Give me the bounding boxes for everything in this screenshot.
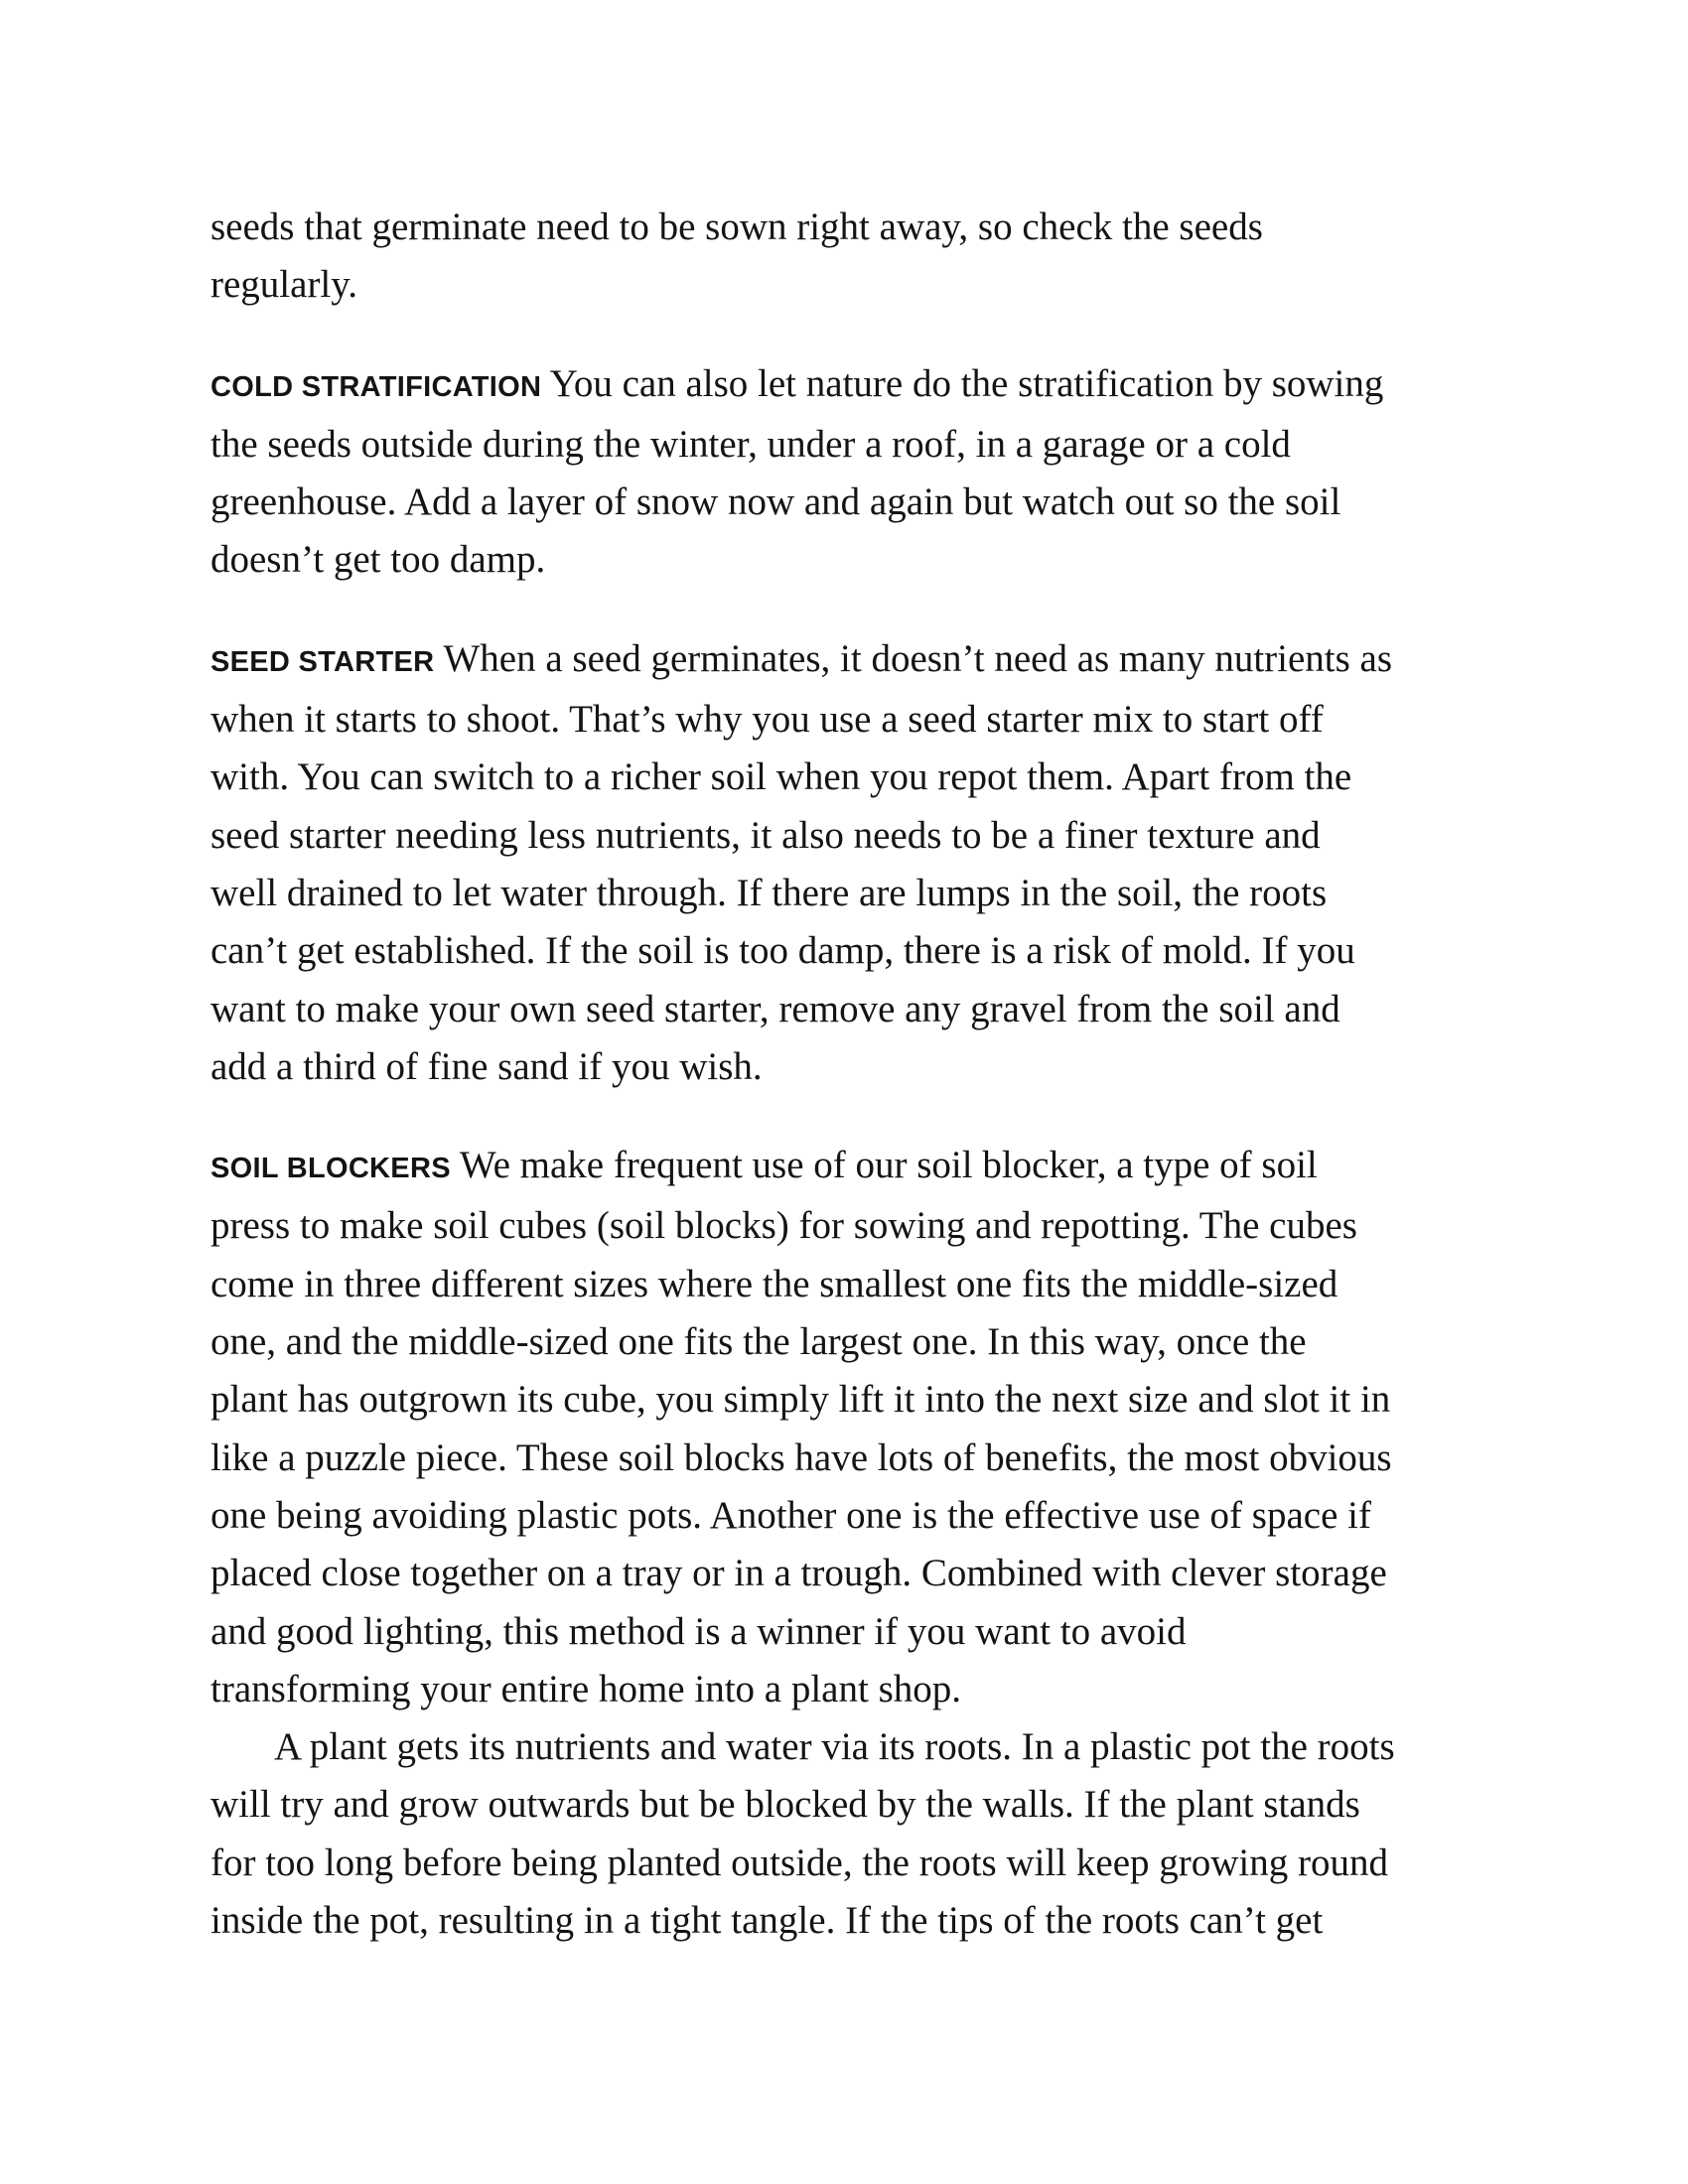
text-line: when it starts to shoot. That’s why you use a seed starter mix to start off bbox=[211, 698, 1324, 742]
text-line: will try and grow outwards but be blocked by the walls. If the plant stands bbox=[211, 1783, 1360, 1827]
text-line: one, and the middle-sized one fits the largest one. In this way, once the bbox=[211, 1320, 1307, 1364]
paragraph-soil-blockers bbox=[211, 1137, 1501, 1718]
paragraph-roots bbox=[211, 1718, 1501, 1950]
text-line-content: When a seed germinates, it doesn’t need as many nutrients as bbox=[443, 636, 1393, 680]
text-line: transforming your entire home into a plant shop. bbox=[211, 1667, 962, 1710]
run-in-heading: SOIL BLOCKERS bbox=[211, 1153, 451, 1185]
text-line: press to make soil cubes (soil blocks) for sowing and repotting. The cubes bbox=[211, 1204, 1357, 1248]
text-line: want to make your own seed starter, remove any gravel from the soil and bbox=[211, 987, 1340, 1030]
page-body bbox=[211, 199, 1501, 1950]
text-line-content: You can also let nature do the stratification by sowing bbox=[549, 361, 1384, 405]
text-line: plant has outgrown its cube, you simply lift it into the next size and slot it in bbox=[211, 1378, 1391, 1422]
text-line: inside the pot, resulting in a tight tangle. If the tips of the roots can’t get bbox=[211, 1899, 1324, 1943]
paragraph-continuation bbox=[211, 199, 1501, 315]
text-line bbox=[211, 1137, 1501, 1197]
text-line: placed close together on a tray or in a trough. Combined with clever storage bbox=[211, 1552, 1387, 1595]
text-line: one being avoiding plastic pots. Another one is the effective use of space if bbox=[211, 1493, 1371, 1537]
text-line: come in three different sizes where the smallest one fits the middle-sized bbox=[211, 1262, 1338, 1305]
text-line bbox=[211, 630, 1501, 691]
text-line: add a third of fine sand if you wish. bbox=[211, 1044, 763, 1088]
text-line-content: We make frequent use of our soil blocker, a type of soil bbox=[459, 1144, 1318, 1187]
text-line: regularly. bbox=[211, 263, 357, 307]
text-line: greenhouse. Add a layer of snow now and again but watch out so the soil bbox=[211, 480, 1341, 524]
paragraph-cold-stratification bbox=[211, 355, 1501, 590]
run-in-heading: SEED STARTER bbox=[211, 645, 435, 678]
text-line: with. You can switch to a richer soil when you repot them. Apart from the bbox=[211, 755, 1352, 799]
paragraph-seed-starter bbox=[211, 630, 1501, 1096]
run-in-heading: COLD STRATIFICATION bbox=[211, 370, 542, 403]
text-line: and good lighting, this method is a winner if you want to avoid bbox=[211, 1609, 1187, 1653]
text-line: seeds that germinate need to be sown right away, so check the seeds bbox=[211, 205, 1263, 248]
text-line: doesn’t get too damp. bbox=[211, 538, 546, 582]
text-line: A plant gets its nutrients and water via its roots. In a plastic pot the roots bbox=[274, 1725, 1395, 1769]
text-line: can’t get established. If the soil is too damp, there is a risk of mold. If you bbox=[211, 929, 1355, 973]
text-line: for too long before being planted outside, the roots will keep growing round bbox=[211, 1841, 1388, 1884]
text-line: seed starter needing less nutrients, it also needs to be a finer texture and bbox=[211, 813, 1321, 857]
text-line: like a puzzle piece. These soil blocks have lots of benefits, the most obvious bbox=[211, 1435, 1392, 1479]
text-line: well drained to let water through. If there are lumps in the soil, the roots bbox=[211, 871, 1328, 914]
text-line bbox=[211, 355, 1501, 416]
text-line: the seeds outside during the winter, under a roof, in a garage or a cold bbox=[211, 422, 1291, 466]
